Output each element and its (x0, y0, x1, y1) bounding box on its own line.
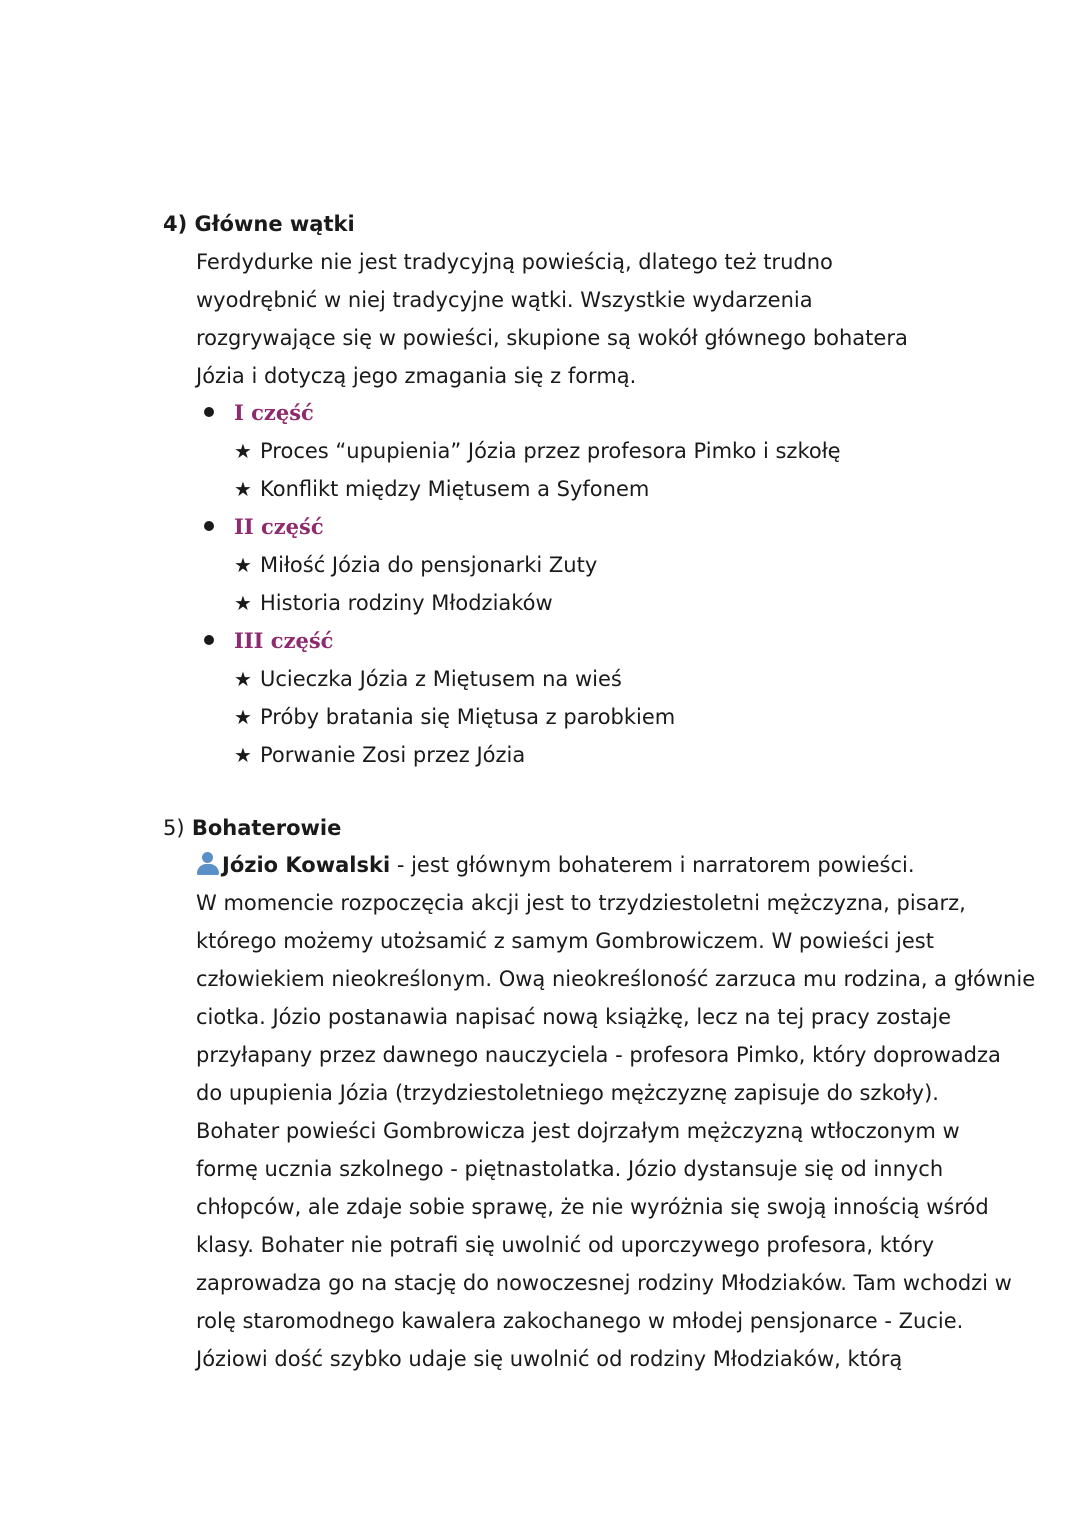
star-icon: ★ (234, 743, 252, 767)
list-item: ★ Proces “upupienia” Józia przez profesora Pimko i szkołę (196, 432, 996, 470)
intro-line: Józia i dotyczą jego zmagania się z formą. (196, 364, 637, 388)
list-item: ★ Próby bratania się Miętusa z parobkiem (196, 698, 996, 736)
body-line: przyłapany przez dawnego nauczyciela - profesora Pimko, który doprowadza (196, 1043, 1001, 1067)
body-line: zaprowadza go na stację do nowoczesnej rodziny Młodziaków. Tam wchodzi w (196, 1271, 1012, 1295)
section-4-intro (196, 243, 1056, 395)
section-4-number: 4) (163, 212, 188, 236)
part-label: III część (234, 628, 334, 653)
body-line: chłopców, ale zdaje sobie sprawę, że nie wyróżnia się swoją innością wśród (196, 1195, 989, 1219)
part-label: I część (234, 400, 314, 425)
part-1 (196, 394, 996, 508)
star-icon: ★ (234, 705, 252, 729)
section-5-title: Bohaterowie (191, 816, 342, 840)
parts-list (196, 394, 996, 774)
section-5-number: 5) (163, 816, 185, 840)
section-4-title: Główne wątki (194, 212, 355, 236)
star-icon: ★ (234, 477, 252, 501)
part-3-items (196, 660, 996, 774)
list-item: ★ Ucieczka Józia z Miętusem na wieś (196, 660, 996, 698)
character-intro-line (196, 846, 1056, 884)
star-icon: ★ (234, 553, 252, 577)
star-icon: ★ (234, 667, 252, 691)
part-1-items (196, 432, 996, 508)
part-2 (196, 508, 996, 622)
person-icon (196, 851, 220, 875)
intro-line: Ferdydurke nie jest tradycyjną powieścią, dlatego też trudno (196, 250, 833, 274)
character-description: - jest głównym bohaterem i narratorem powieści. (390, 853, 915, 877)
star-icon: ★ (234, 591, 252, 615)
bullet-dot-icon (204, 407, 214, 417)
section-5-body (196, 846, 1056, 1378)
intro-line: rozgrywające się w powieści, skupione są wokół głównego bohatera (196, 326, 908, 350)
list-item: ★ Porwanie Zosi przez Józia (196, 736, 996, 774)
star-icon: ★ (234, 439, 252, 463)
part-label: II część (234, 514, 324, 539)
section-4-heading (163, 210, 355, 238)
part-2-items (196, 546, 996, 622)
section-5-heading (163, 814, 341, 842)
list-item: ★ Historia rodziny Młodziaków (196, 584, 996, 622)
body-line: Bohater powieści Gombrowicza jest dojrzałym mężczyzną wtłoczonym w (196, 1119, 960, 1143)
part-3 (196, 622, 996, 774)
intro-line: wyodrębnić w niej tradycyjne wątki. Wszystkie wydarzenia (196, 288, 813, 312)
list-item: ★ Miłość Józia do pensjonarki Zuty (196, 546, 996, 584)
bullet-dot-icon (204, 635, 214, 645)
body-line: do upupienia Józia (trzydziestoletniego mężczyznę zapisuje do szkoły). (196, 1081, 939, 1105)
body-line: klasy. Bohater nie potrafi się uwolnić od uporczywego profesora, który (196, 1233, 935, 1257)
body-line: W momencie rozpoczęcia akcji jest to trzydziestoletni mężczyzna, pisarz, (196, 891, 966, 915)
body-line: Józiowi dość szybko udaje się uwolnić od rodziny Młodziaków, którą (196, 1347, 903, 1371)
body-line: ciotka. Józio postanawia napisać nową książkę, lecz na tej pracy zostaje (196, 1005, 952, 1029)
list-item: ★ Konflikt między Miętusem a Syfonem (196, 470, 996, 508)
bullet-dot-icon (204, 521, 214, 531)
character-name: Józio Kowalski (222, 853, 391, 877)
body-line: rolę staromodnego kawalera zakochanego w młodej pensjonarce - Zucie. (196, 1309, 964, 1333)
body-line: człowiekiem nieokreślonym. Ową nieokreśloność zarzuca mu rodzina, a głównie (196, 967, 1036, 991)
body-line: formę ucznia szkolnego - piętnastolatka. Józio dystansuje się od innych (196, 1157, 944, 1181)
body-line: którego możemy utożsamić z samym Gombrowiczem. W powieści jest (196, 929, 934, 953)
